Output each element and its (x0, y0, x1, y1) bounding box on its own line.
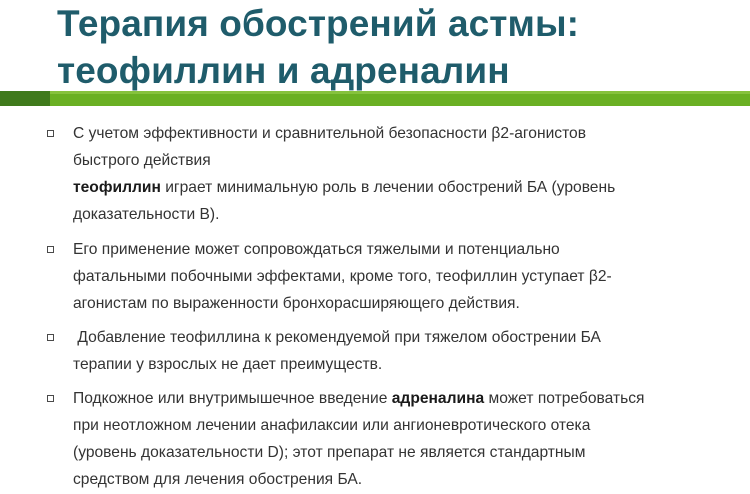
text-line: средством для лечения обострения БА. (73, 471, 363, 488)
bullet-text (73, 385, 743, 493)
bullet-text (73, 324, 743, 378)
text-line: Его применение может сопровождаться тяжелыми и потенциально (73, 241, 560, 258)
slide-title-line-1: Терапия обострений астмы: (57, 3, 580, 44)
text-fragment: Подкожное или внутримышечное введение (73, 390, 392, 407)
text-line: фатальными побочными эффектами, кроме того, теофиллин уступает β2- (73, 268, 612, 285)
square-bullet-icon (47, 130, 54, 137)
slide-title (57, 0, 737, 94)
square-bullet-icon (47, 334, 54, 341)
text-line: (уровень доказательности D); этот препарат не является стандартным (73, 444, 586, 461)
text-fragment: может потребоваться (484, 390, 645, 407)
title-underline-green-bar (50, 91, 750, 106)
slide-title-line-2: теофиллин и адреналин (57, 50, 510, 91)
bullet-text (73, 120, 743, 228)
text-line: доказательности В). (73, 206, 220, 223)
square-bullet-icon (47, 395, 54, 402)
bold-term: теофиллин (73, 179, 161, 196)
text-line: при неотложном лечении анафилаксии или ангионевротического отека (73, 417, 591, 434)
bullet-text (73, 236, 743, 317)
square-bullet-icon (47, 246, 54, 253)
bold-term: адреналина (391, 390, 485, 407)
text-line: Добавление теофиллина к рекомендуемой при тяжелом обострении БА (73, 329, 601, 346)
text-line: быстрого действия (73, 152, 211, 169)
text-line: терапии у взрослых не дает преимуществ. (73, 356, 383, 373)
text-line: С учетом эффективности и сравнительной безопасности β2-агонистов (73, 125, 586, 142)
text-fragment: играет минимальную роль в лечении обострений БА (уровень (160, 179, 616, 196)
title-underline-dark-segment (0, 91, 50, 106)
text-line: агонистам по выраженности бронхорасширяющего действия. (73, 295, 520, 312)
text-line (73, 174, 743, 201)
text-line (73, 385, 743, 412)
